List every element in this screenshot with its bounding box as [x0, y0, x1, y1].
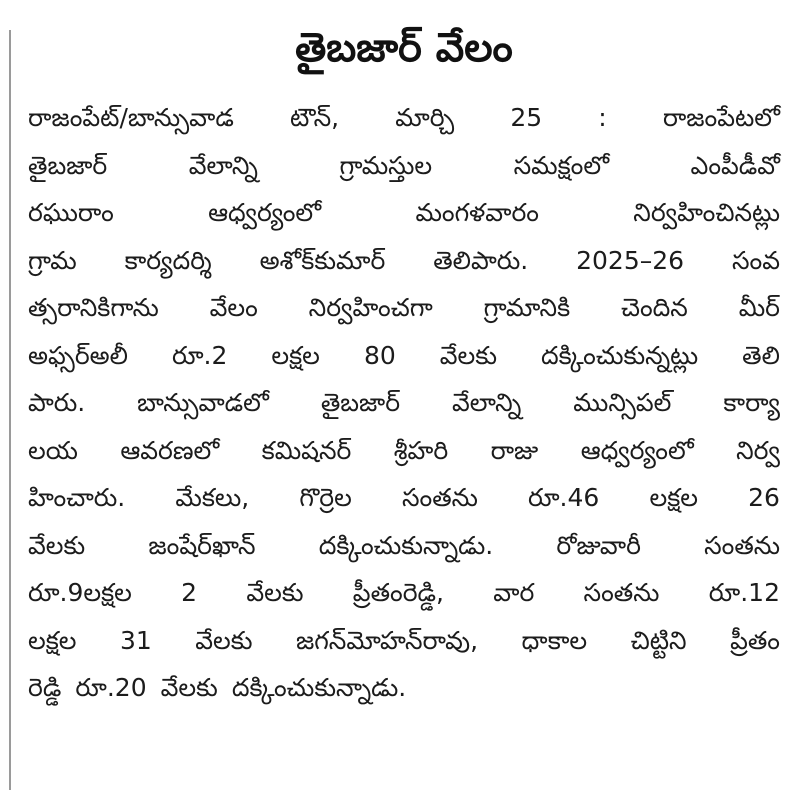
article-word: : — [598, 103, 607, 132]
article-word: శ్రీహరి — [393, 435, 449, 465]
article-word: మున్సిపల్ — [573, 388, 672, 417]
article-word: హించారు. — [28, 483, 126, 512]
article-word: తైబజార్ — [28, 150, 108, 180]
article-line — [28, 522, 780, 570]
article-word: మీర్ — [738, 293, 780, 322]
article-word: రూ.12 — [708, 578, 780, 607]
article-word: సంతను — [583, 578, 660, 607]
article-word: లక్షల — [271, 340, 320, 370]
article-word: ఆధ్వర్యంలో — [208, 198, 322, 227]
article-word: గ్రామానికి — [483, 293, 571, 322]
article-word: జంషేర్‌ఖాన్ — [148, 530, 256, 560]
article-word: గ్రామస్తుల — [339, 150, 433, 180]
article-word: అశోక్‌కుమార్ — [259, 245, 386, 275]
article-word: 2025–26 — [576, 245, 685, 275]
article-line — [28, 284, 780, 332]
article-word: రూ.2 — [172, 340, 228, 370]
article-word: రఘురాం — [28, 198, 114, 227]
article-word: మేకలు, — [175, 483, 250, 512]
article-word: రోజువారీ — [556, 530, 641, 560]
article-word: వేలకు — [195, 625, 253, 655]
article-line — [28, 189, 780, 237]
article-word: గ్రామ — [28, 245, 77, 275]
article-line — [28, 237, 780, 285]
article-word: పారు. — [28, 388, 86, 417]
article-word: నిర్వ — [736, 435, 780, 465]
article-word: నిర్వహించినట్లు — [633, 198, 780, 227]
article-word: లక్షల — [28, 625, 77, 655]
article-word: గొర్రెల — [299, 483, 352, 512]
article-word: ఆధ్వర్యంలో — [580, 435, 694, 465]
article-line — [28, 569, 780, 617]
article-word: తెలిపారు. — [433, 245, 529, 275]
article-word: వేలకు — [246, 578, 304, 607]
article-word: లయ — [28, 435, 78, 465]
article-line — [28, 427, 780, 475]
article-word: మార్చి — [395, 103, 455, 132]
article-word: వేలాన్ని — [452, 388, 522, 417]
article-word: చెందిన — [620, 293, 688, 322]
article-word: రాజంపేట్/బాన్సువాడ — [28, 103, 234, 132]
article-word: ధాకాల — [521, 625, 588, 655]
article-word: లక్షల — [649, 483, 698, 512]
article-word: కార్యదర్శి — [124, 245, 212, 275]
article-line — [28, 617, 780, 665]
article-word: 80 — [363, 340, 396, 370]
article-word: రూ.46 — [528, 483, 600, 512]
article-body — [28, 94, 780, 712]
article-word: రెడ్డి — [28, 673, 62, 702]
article-word: దక్కించుకున్నట్లు — [540, 340, 699, 370]
article-word: అఫ్సర్‌అలీ — [28, 340, 128, 370]
article-word: సంతను — [704, 530, 780, 560]
headline: తైబజార్ వేలం — [295, 25, 513, 71]
article-word: ఆవరణలో — [120, 435, 220, 465]
article-word: బాన్సువాడలో — [137, 388, 269, 417]
article-word: వేలకు — [28, 530, 86, 560]
article-word: రూ.20 — [75, 673, 147, 702]
article-line — [28, 142, 780, 190]
article-word: వేలకు — [160, 673, 218, 702]
article-line — [28, 379, 780, 427]
article-word: రూ.9లక్షల — [28, 578, 132, 607]
article-word: సంతను — [401, 483, 478, 512]
article-word: కార్యా — [723, 388, 780, 417]
article-word: తెలి — [742, 340, 780, 370]
article-word: వార — [493, 578, 535, 607]
article-word: ఎంపీడీవో — [690, 150, 780, 180]
article-word: దక్కించుకున్నాడు. — [318, 530, 494, 560]
article-word: ప్రీతంరెడ్డి, — [352, 578, 444, 607]
article-word: రాజంపేటలో — [662, 103, 780, 132]
article-word: దక్కించుకున్నాడు. — [231, 673, 407, 702]
article-line — [28, 332, 780, 380]
article-word: 2 — [181, 578, 198, 607]
article-line — [28, 664, 780, 712]
article-word: మంగళవారం — [415, 198, 539, 227]
column-rule — [9, 30, 11, 790]
article-word: నిర్వహించగా — [308, 293, 433, 322]
article-word: 25 — [510, 103, 543, 132]
article-word: సమక్షంలో — [513, 150, 610, 180]
article-word: 31 — [119, 625, 152, 655]
article-word: జగన్‌మోహన్‌రావు, — [295, 625, 479, 655]
article-word: 26 — [748, 483, 780, 512]
article-word: చిట్టిని — [630, 625, 687, 655]
article-word: వేలాన్ని — [188, 150, 258, 180]
article-word: తైబజార్ — [320, 388, 401, 417]
article-word: టౌన్, — [289, 103, 340, 132]
article-word: ప్రీతం — [730, 625, 780, 655]
article-word: త్సరానికిగాను — [28, 293, 159, 322]
article-word: వేలం — [209, 293, 258, 322]
article-word: కమిషనర్ — [261, 435, 352, 465]
article-word: వేలకు — [439, 340, 497, 370]
article-word: రాజు — [490, 435, 539, 465]
article-line — [28, 94, 780, 142]
article-line — [28, 474, 780, 522]
article-word: సంవ — [731, 245, 780, 275]
news-clipping — [28, 20, 780, 790]
